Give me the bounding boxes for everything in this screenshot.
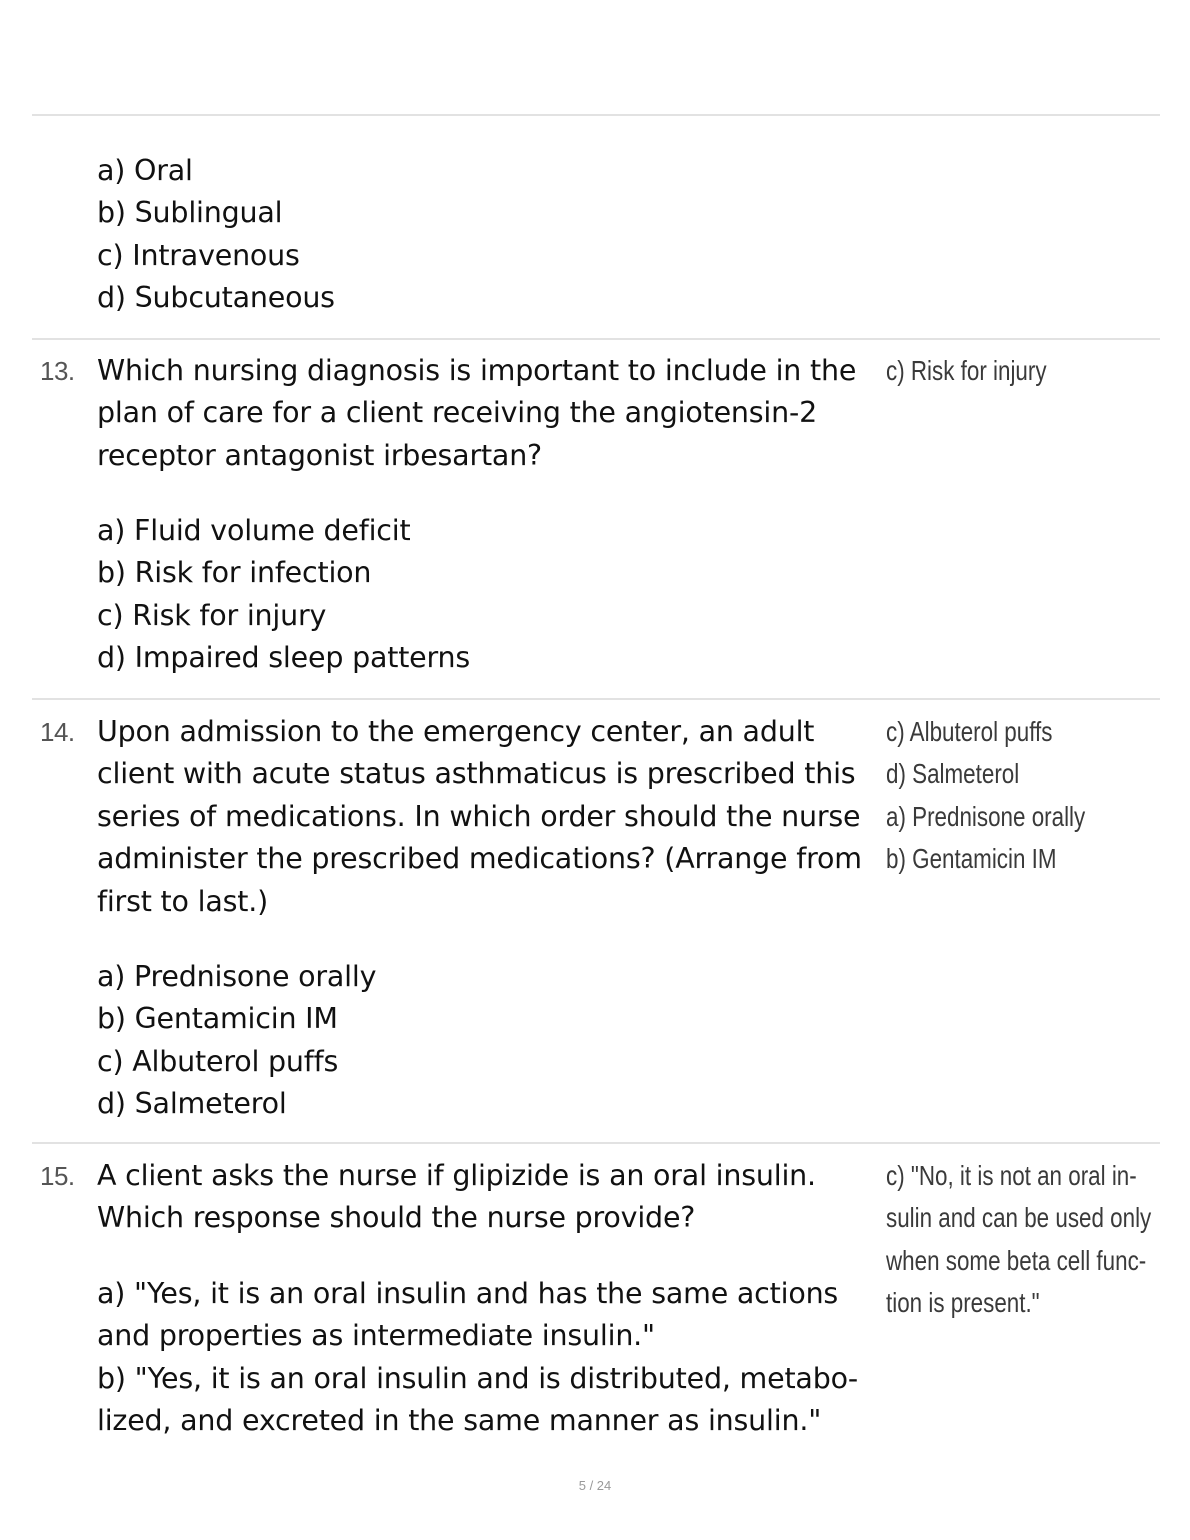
question-number: 13. xyxy=(40,356,75,386)
option: b) Risk for infection xyxy=(97,556,372,590)
answer-line: tion is present." xyxy=(886,1287,1040,1319)
question-divider xyxy=(32,338,1160,340)
question-text: Upon admission to the emergency center, an adult client with acute status asthmaticus is prescribed this series of medications. In which order should the nurse administer the prescribed medications? (Arrange from first to last.) xyxy=(97,715,862,918)
option: d) Salmeterol xyxy=(97,1087,287,1121)
answer-line: d) Salmeterol xyxy=(886,758,1020,790)
question-options xyxy=(97,510,882,680)
option: a) "Yes, it is an oral insulin and has the same actions and properties as intermediate insulin." xyxy=(97,1277,839,1353)
option: b) Sublingual xyxy=(97,196,283,230)
prev-question-options xyxy=(97,150,882,320)
answer-line: sulin and can be used only xyxy=(886,1202,1152,1234)
option: d) Subcutaneous xyxy=(97,281,335,315)
answer xyxy=(886,350,1102,392)
option: b) "Yes, it is an oral insulin and is distributed, metabolized, and excreted in the same manner as insulin." xyxy=(97,1361,859,1438)
question-number: 14. xyxy=(40,717,75,747)
option: a) Oral xyxy=(97,154,193,187)
option: a) Fluid volume deficit xyxy=(97,514,411,547)
question-options xyxy=(97,1273,882,1443)
question-options xyxy=(97,956,882,1126)
answer-line: c) "No, it is not an oral in- xyxy=(886,1160,1137,1191)
answer xyxy=(886,711,1102,881)
page-indicator: 5 / 24 xyxy=(578,1478,612,1493)
question-divider xyxy=(32,698,1160,700)
answer-line: a) Prednisone orally xyxy=(886,800,1086,832)
option: b) Gentamicin IM xyxy=(97,1002,338,1036)
option: d) Impaired sleep patterns xyxy=(97,641,471,675)
question-text: Which nursing diagnosis is important to include in the plan of care for a client receiving the angiotensin-2 receptor antagonist irbesartan? xyxy=(97,354,857,472)
option: a) Prednisone orally xyxy=(97,960,377,993)
option: c) Risk for injury xyxy=(97,598,327,632)
question-divider xyxy=(32,1142,1160,1144)
answer-line: c) Risk for injury xyxy=(886,355,1047,386)
question-number: 15. xyxy=(40,1161,75,1191)
answer xyxy=(886,1155,1150,1325)
answer-line: when some beta cell func- xyxy=(886,1244,1147,1276)
option: c) Intravenous xyxy=(97,238,300,272)
top-divider xyxy=(32,114,1160,116)
option: c) Albuterol puffs xyxy=(97,1044,339,1078)
answer-line: c) Albuterol puffs xyxy=(886,716,1053,747)
answer-line: b) Gentamicin IM xyxy=(886,843,1057,875)
question-text: A client asks the nurse if glipizide is an oral insulin. Which response should the nurse provide? xyxy=(97,1159,816,1235)
